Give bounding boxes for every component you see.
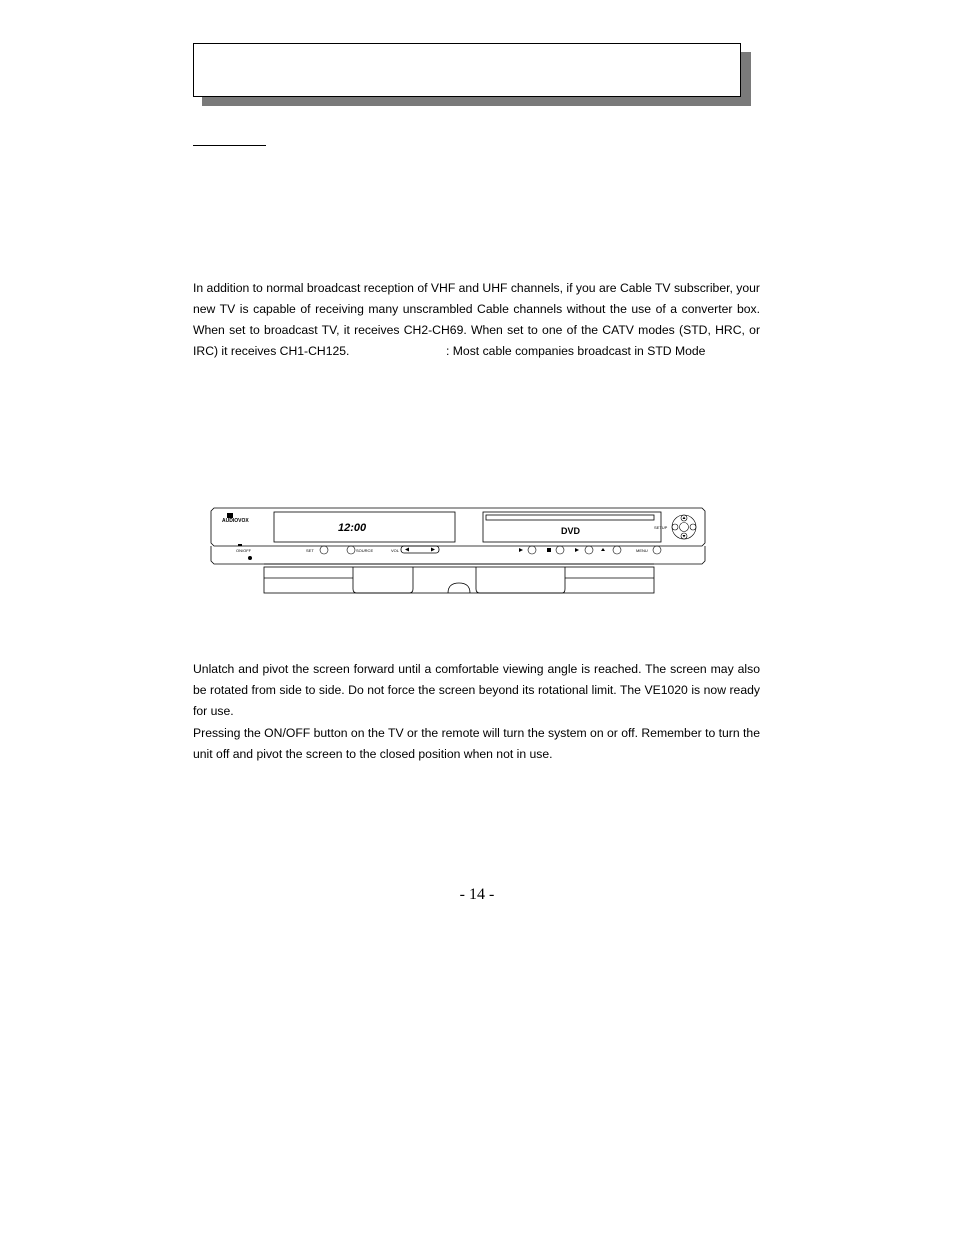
svg-text:MENU: MENU: [636, 548, 648, 553]
svg-text:SET: SET: [306, 548, 314, 553]
brand-logo-icon: AUDIOVOX: [222, 518, 249, 524]
svg-text:VOL: VOL: [391, 548, 400, 553]
cable-mode-note: : Most cable companies broadcast in STD Mode: [446, 344, 706, 358]
subheading-underline: [193, 145, 266, 146]
cable-reception-paragraph: In addition to normal broadcast reception of VHF and UHF channels, if you are Cable TV subscriber, your new TV is capable of receiving many unscrambled Cable channels without the use of a converter box. When set to broadcast TV, it receives CH2-CH69. When set to one of the CATV modes (STD, HRC, or IRC) it receives CH1-CH125.: [193, 281, 760, 358]
page-number: - 14 -: [459, 886, 495, 903]
svg-text:SOURCE: SOURCE: [356, 548, 374, 553]
svg-text:ON/OFF: ON/OFF: [236, 548, 252, 553]
pivot-screen-paragraph: Unlatch and pivot the screen forward until a comfortable viewing angle is reached. The screen may also be rotated from side to side. Do not force the screen beyond its rotational limit. The VE1020 is now ready for use.: [193, 662, 760, 718]
svg-text:SETUP: SETUP: [654, 525, 668, 530]
power-led: [238, 544, 242, 546]
dvd-logo-icon: DVD: [561, 526, 581, 536]
play-pause-icon: [519, 548, 523, 552]
arrow-up-icon: [683, 517, 686, 520]
skip-icon: [575, 548, 579, 552]
power-button-paragraph: Pressing the ON/OFF button on the TV or the remote will turn the system on or off. Remember to turn the unit off and pivot the screen to the closed position when not in use.: [193, 726, 760, 761]
tv-front-panel-illustration: [208, 505, 710, 599]
clock-display-icon: 12:00: [338, 522, 367, 534]
arrow-left-icon: [405, 548, 409, 552]
section-title-box: [193, 43, 741, 97]
stop-icon: [547, 548, 551, 552]
arrow-down-icon: [683, 535, 686, 538]
eject-icon: [601, 548, 605, 551]
arrow-right-icon: [431, 548, 435, 552]
power-icon: [248, 556, 252, 560]
